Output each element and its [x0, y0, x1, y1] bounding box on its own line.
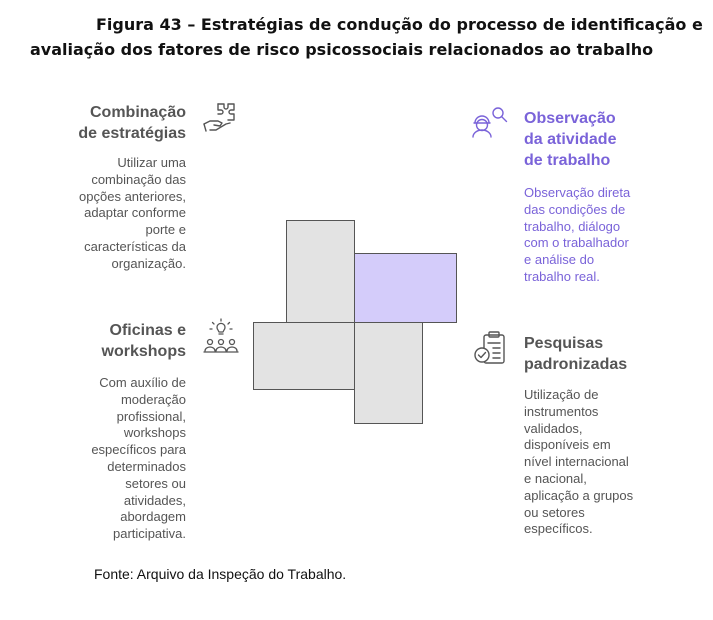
handshake-puzzle-icon [202, 100, 240, 136]
block-top-left [286, 220, 355, 323]
observacao-text: Observação direta das condições de trabalho, diálogo com o trabalhador e análise do trabalho real. [524, 185, 631, 284]
oficinas-title: Oficinas e workshops [101, 322, 186, 360]
block-bottom-right [354, 322, 423, 424]
clipboard-check-icon [472, 330, 510, 368]
combinacao-title: Combinação de estratégias [78, 104, 186, 142]
pesquisas-text: Utilização de instrumentos validados, disponíveis em nível internacional e nacional, aplicação a grupos ou setores específicos. [524, 387, 634, 537]
worker-search-icon [470, 104, 510, 140]
pesquisas-title: Pesquisas padronizadas [524, 335, 628, 373]
block-bottom-left [253, 322, 355, 390]
figure-title-line-1: Figura 43 – Estratégias de condução do processo de identificação e [96, 15, 703, 34]
block-top-right-highlight [354, 253, 457, 323]
figure-source: Fonte: Arquivo da Inspeção do Trabalho. [94, 566, 347, 582]
combinacao-text: Utilizar uma combinação das opções anteriores, adaptar conforme porte e características da organização. [79, 155, 186, 271]
observacao-title: Observação da atividade de trabalho [524, 110, 617, 169]
figure-title-line-2: avaliação dos fatores de risco psicossociais relacionados ao trabalho [30, 40, 654, 59]
group-idea-icon [202, 318, 240, 354]
oficinas-text: Com auxílio de moderação profissional, workshops específicos para determinados setores ou atividades, abordagem participativa. [91, 375, 186, 542]
